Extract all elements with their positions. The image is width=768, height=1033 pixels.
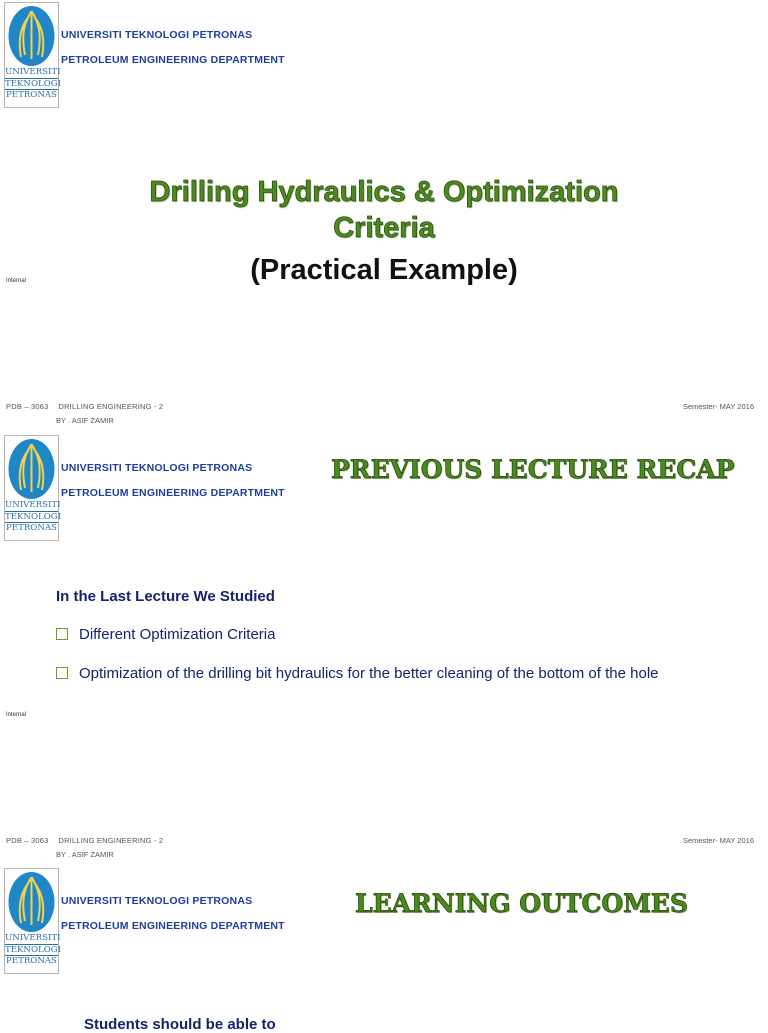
outcome-heading: Students should be able to	[84, 1016, 276, 1033]
department-name: PETROLEUM ENGINEERING DEPARTMENT	[61, 54, 285, 66]
utp-emblem-icon	[7, 438, 56, 500]
slide-outcomes	[0, 866, 768, 1033]
utp-logo	[4, 2, 62, 108]
slide-title	[0, 0, 768, 433]
logo-wordmark: UNIVERSITI TEKNOLOGI PETRONAS	[5, 933, 62, 966]
slide-title-line-1: Drilling Hydraulics & Optimization	[149, 176, 619, 208]
internal-label: Internal	[6, 712, 27, 718]
internal-label: Internal	[6, 278, 27, 284]
checkbox-bullet-icon	[56, 667, 68, 679]
footer-author: BY . ASIF ZAMIR	[56, 850, 114, 859]
utp-logo	[4, 868, 62, 974]
bullet-item: Different Optimization Criteria	[56, 626, 275, 643]
utp-logo	[4, 435, 62, 541]
logo-wordmark: UNIVERSITI TEKNOLOGI PETRONAS	[5, 67, 62, 100]
university-name: UNIVERSITI TEKNOLOGI PETRONAS	[61, 462, 253, 474]
university-name: UNIVERSITI TEKNOLOGI PETRONAS	[61, 29, 253, 41]
slide-recap	[0, 433, 768, 866]
checkbox-bullet-icon	[56, 628, 68, 640]
slide-subtitle: (Practical Example)	[250, 254, 518, 286]
department-name: PETROLEUM ENGINEERING DEPARTMENT	[61, 920, 285, 932]
utp-emblem-icon	[7, 5, 56, 67]
slide-title: LEARNING OUTCOMES	[355, 889, 688, 918]
department-name: PETROLEUM ENGINEERING DEPARTMENT	[61, 487, 285, 499]
bullet-item: Optimization of the drilling bit hydraulics for the better cleaning of the bottom of the hole	[56, 665, 659, 682]
course-code: PDB – 3063	[6, 836, 49, 845]
footer-course	[6, 402, 173, 411]
course-name: DRILLING ENGINEERING - 2	[58, 836, 164, 845]
footer-author: BY . ASIF ZAMIR	[56, 416, 114, 425]
recap-heading: In the Last Lecture We Studied	[56, 588, 275, 605]
footer-semester: Semester- MAY 2016	[682, 836, 754, 845]
course-name: DRILLING ENGINEERING - 2	[58, 402, 164, 411]
utp-emblem-icon	[7, 871, 56, 933]
logo-wordmark: UNIVERSITI TEKNOLOGI PETRONAS	[5, 500, 62, 533]
slide-title-line-2: Criteria	[333, 212, 435, 244]
footer-semester: Semester- MAY 2016	[682, 402, 754, 411]
course-code: PDB – 3063	[6, 402, 49, 411]
university-name: UNIVERSITI TEKNOLOGI PETRONAS	[61, 895, 253, 907]
slide-title: PREVIOUS LECTURE RECAP	[331, 455, 735, 484]
footer-course	[6, 836, 173, 845]
